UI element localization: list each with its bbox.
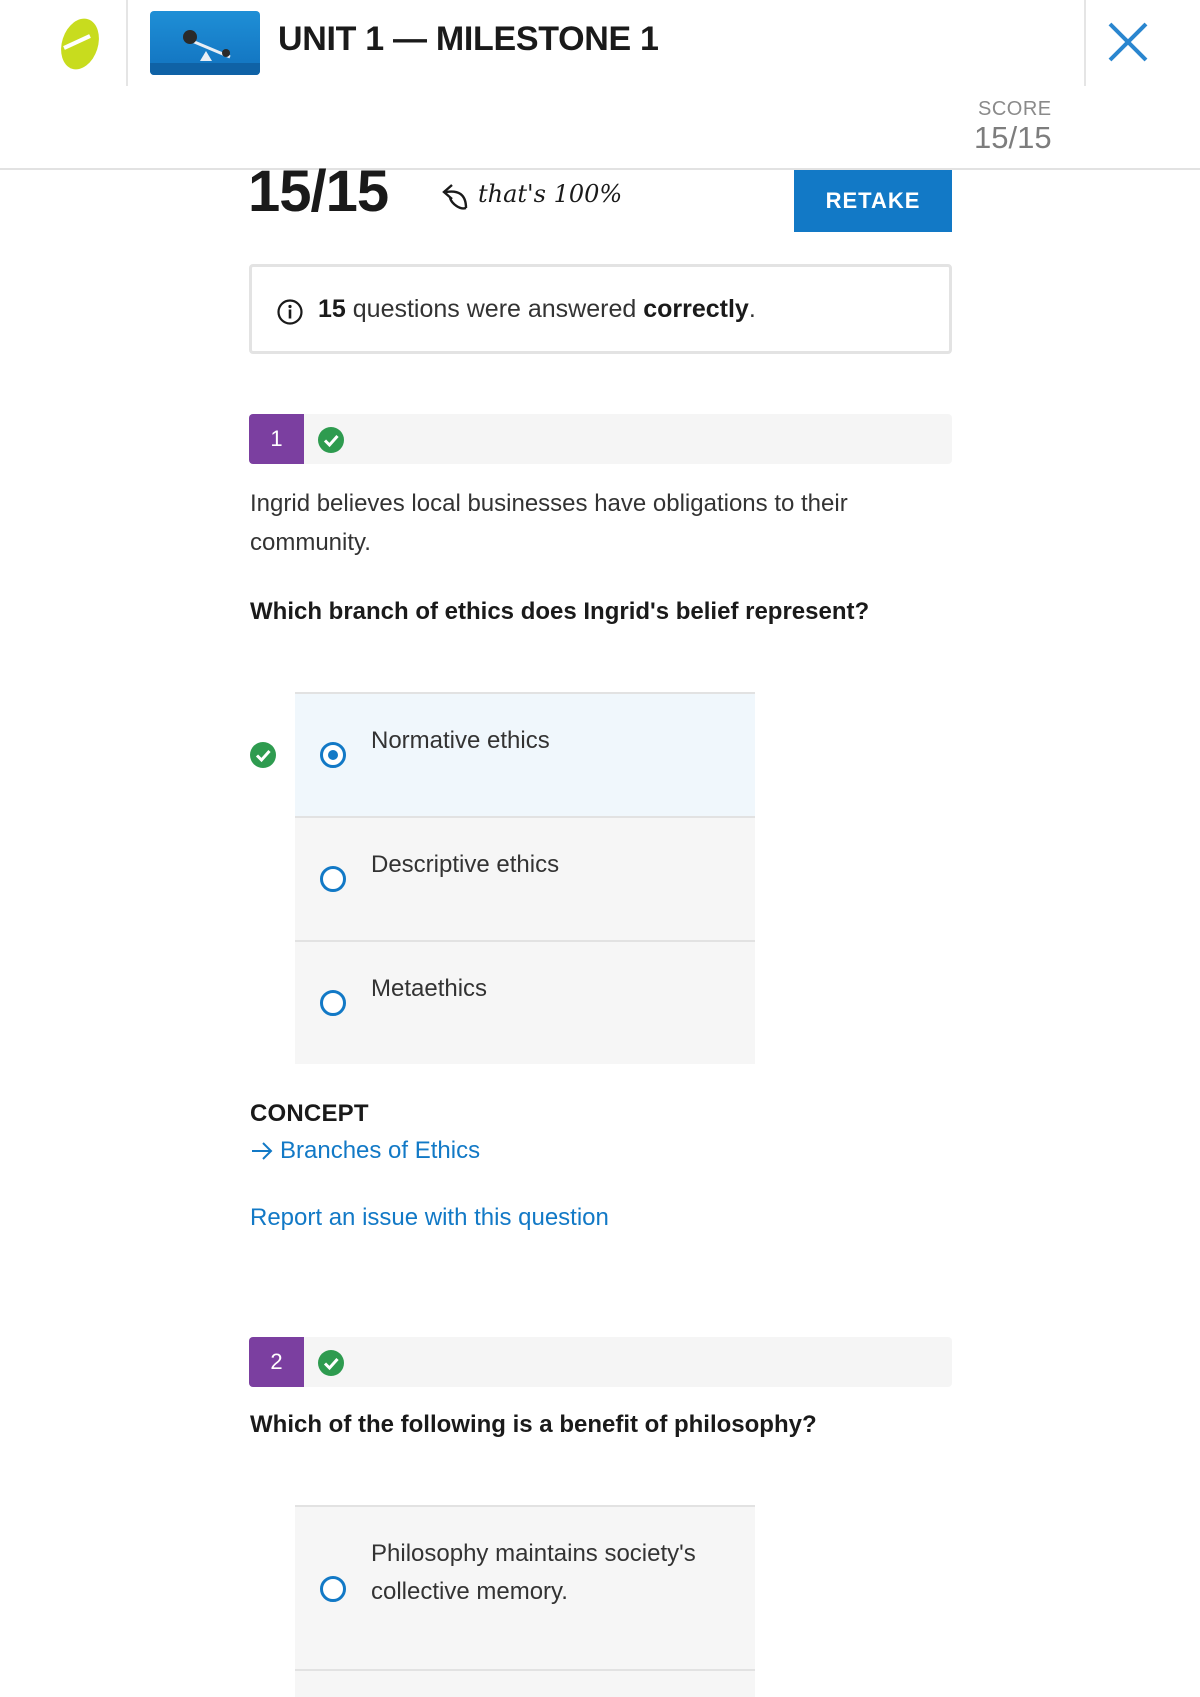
question-prompt: Which branch of ethics does Ingrid's belief represent? (250, 598, 870, 625)
question-prompt: Which of the following is a benefit of philosophy? (250, 1411, 817, 1438)
score-label: SCORE (978, 98, 1052, 120)
question-number: 2 (249, 1337, 304, 1387)
check-circle-icon (249, 741, 277, 769)
close-icon[interactable] (1102, 16, 1154, 68)
question-header (249, 414, 952, 464)
concept-link[interactable] (250, 1137, 480, 1165)
result-info-box (249, 264, 952, 354)
course-thumbnail (150, 11, 260, 75)
question-header (249, 1337, 952, 1387)
check-circle-icon (317, 426, 345, 454)
report-issue-link[interactable]: Report an issue with this question (250, 1204, 609, 1231)
info-middle: questions were answered (352, 295, 637, 323)
curved-arrow-icon (436, 180, 472, 216)
answer-option[interactable] (295, 940, 755, 1064)
info-bold: correctly (643, 295, 749, 323)
top-bar (0, 0, 1200, 170)
option-label: Descriptive ethics (371, 851, 560, 878)
option-label: Philosophy maintains society's collective memory. (371, 1540, 696, 1605)
answer-option[interactable] (295, 1505, 755, 1669)
big-score: 15/15 (248, 159, 389, 224)
arrow-right-icon (250, 1139, 274, 1163)
correct-count: 15 (318, 295, 346, 323)
score-value: 15/15 (974, 120, 1052, 155)
logo-icon[interactable] (50, 14, 106, 74)
info-icon (276, 298, 304, 326)
check-circle-icon (317, 1349, 345, 1377)
course-title: UNIT 1 — MILESTONE 1 (278, 20, 659, 58)
retake-button[interactable]: RETAKE (794, 170, 952, 232)
concept-label: CONCEPT (250, 1100, 369, 1127)
radio-button[interactable] (320, 990, 346, 1016)
answer-option[interactable] (295, 692, 755, 816)
answer-option[interactable] (295, 1669, 755, 1697)
concept-link-text[interactable]: Branches of Ethics (280, 1137, 481, 1164)
question-number: 1 (249, 414, 304, 464)
lever-icon (150, 11, 260, 75)
question-text: Ingrid believes local businesses have obligations to their community. (250, 490, 848, 556)
option-label: Metaethics (371, 975, 488, 1002)
result-info-text (318, 295, 756, 324)
score-note: that's 100% (478, 180, 623, 208)
header-divider (126, 0, 128, 86)
header-divider (1084, 0, 1086, 86)
radio-button[interactable] (320, 1576, 346, 1602)
answer-option[interactable] (295, 816, 755, 940)
radio-button[interactable] (320, 866, 346, 892)
option-label: Normative ethics (371, 727, 550, 754)
radio-button-selected[interactable] (320, 742, 346, 768)
info-end: . (748, 295, 756, 323)
